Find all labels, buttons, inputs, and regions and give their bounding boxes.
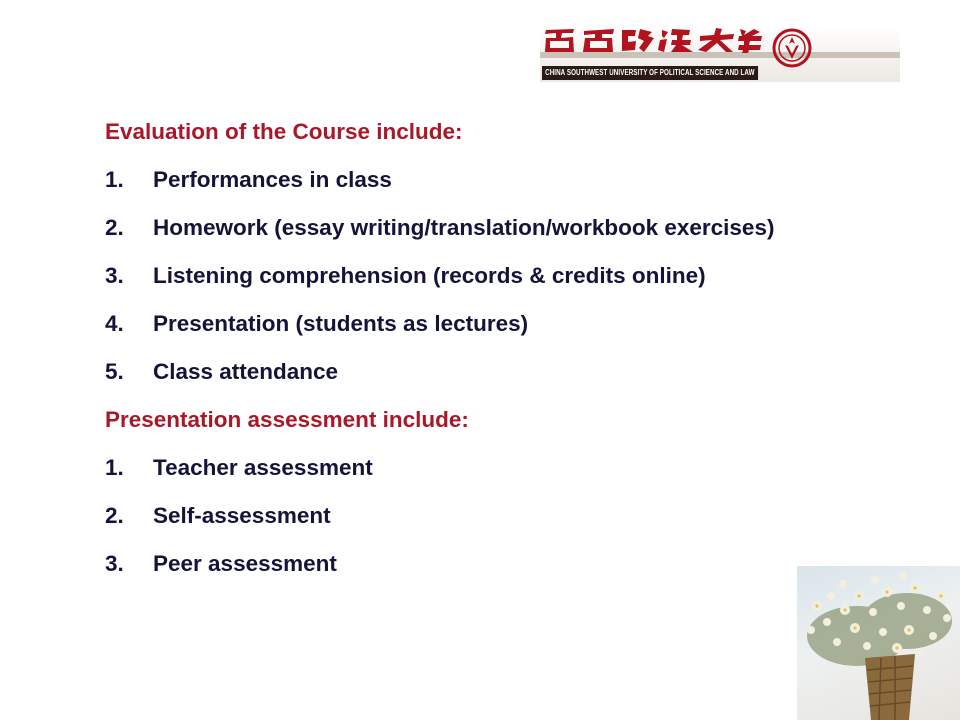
list-number: 2. [105, 503, 124, 528]
list-item [105, 348, 925, 396]
list-item [105, 204, 925, 252]
list-item [105, 252, 925, 300]
list-text: Homework (essay writing/translation/workbook exercises) [153, 215, 775, 240]
list-number: 1. [105, 455, 124, 480]
list-text: Class attendance [153, 359, 339, 384]
list-text: Performances in class [153, 167, 392, 192]
university-emblem-icon [772, 28, 812, 68]
list-item [105, 300, 925, 348]
list-number: 2. [105, 215, 124, 240]
list-number: 3. [105, 263, 124, 288]
slide-content [105, 108, 925, 588]
flower-basket-image [797, 566, 960, 720]
list-number: 5. [105, 359, 124, 384]
presentation-heading: Presentation assessment include: [105, 407, 469, 432]
list-text: Self-assessment [153, 503, 331, 528]
list-text: Peer assessment [153, 551, 337, 576]
list-number: 3. [105, 551, 124, 576]
list-item [105, 156, 925, 204]
university-banner [540, 26, 900, 82]
list-text: Teacher assessment [153, 455, 373, 480]
list-item [105, 444, 925, 492]
evaluation-heading: Evaluation of the Course include: [105, 119, 463, 144]
list-number: 1. [105, 167, 124, 192]
list-item [105, 492, 925, 540]
list-text: Presentation (students as lectures) [153, 311, 529, 336]
list-text: Listening comprehension (records & credits online) [153, 263, 706, 288]
university-english-name: CHINA SOUTHWEST UNIVERSITY OF POLITICAL SCIENCE AND LAW [542, 66, 758, 80]
university-calligraphy-logo [540, 26, 768, 54]
list-number: 4. [105, 311, 124, 336]
